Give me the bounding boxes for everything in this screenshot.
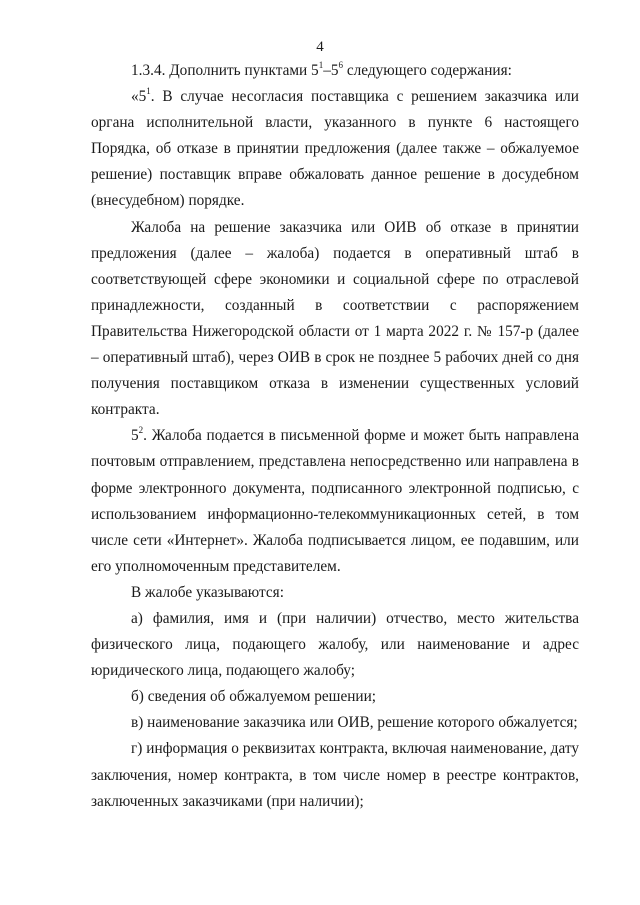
paragraph-text: . Жалоба подается в письменной форме и может быть направлена почтовым отправлением, представлена непосредственно или направлена в форме электронного документа, подписанного электронной подписью, с использованием информационно-телекоммуникационных сетей, в том числе сети «Интернет». Жалоба подписывается лицом, ее подавшим, или его уполномоченным представителем. — [91, 427, 579, 575]
document-body — [91, 58, 579, 815]
superscript: 1 — [146, 86, 151, 96]
paragraph-text: «5 — [131, 88, 147, 106]
paragraph-complaint-submission: Жалоба на решение заказчика или ОИВ об отказе в принятии предложения (далее – жалоба) подается в оперативный штаб в соответствующей сфере экономики и социальной сфере по отраслевой принадлежности, созданный в соответствии с распоряжением Правительства Нижегородской области от 1 марта 2022 г. № 157-р (далее – оперативный штаб), через ОИВ в срок не позднее 5 рабочих дней со дня получения поставщиком отказа в изменении существенных условий контракта. — [91, 218, 579, 419]
list-item-d: г) информация о реквизитах контракта, включая наименование, дату заключения, номер контракта, в том числе номер в реестре контрактов, заключенных заказчиками (при наличии); — [91, 740, 579, 810]
paragraph-5-1 — [91, 84, 579, 214]
paragraph-text: 5 — [131, 427, 139, 445]
list-item-a: а) фамилия, имя и (при наличии) отчество, место жительства физического лица, подающего жалобу, или наименование и адрес юридического лица, подающего жалобу; — [91, 609, 579, 680]
list-item-c: в) наименование заказчика или ОИВ, решение которого обжалуется; — [131, 714, 578, 732]
paragraph-text: –5 — [323, 62, 339, 79]
paragraph-text: следующего содержания: — [343, 62, 512, 79]
superscript: 2 — [138, 425, 144, 436]
page-number: 4 — [316, 39, 324, 55]
superscript: 1 — [318, 59, 324, 70]
paragraph-text: . В случае несогласия поставщика с решением заказчика или органа исполнительной власти, указанного в пункте 6 настоящего Порядка, об отказе в принятии предложения (далее также – обжалуемое решение) поставщик вправе обжаловать данное решение в досудебном (внесудебном) порядке. — [91, 88, 579, 210]
paragraph-1-3-4 — [91, 58, 579, 84]
list-item-b: б) сведения об обжалуемом решении; — [131, 688, 377, 706]
paragraph-5-2 — [91, 423, 579, 580]
paragraph-text: 1.3.4. Дополнить пунктами 5 — [131, 62, 319, 79]
paragraph-complaint-contents-intro: В жалобе указываются: — [131, 583, 284, 601]
superscript: 6 — [338, 59, 343, 70]
